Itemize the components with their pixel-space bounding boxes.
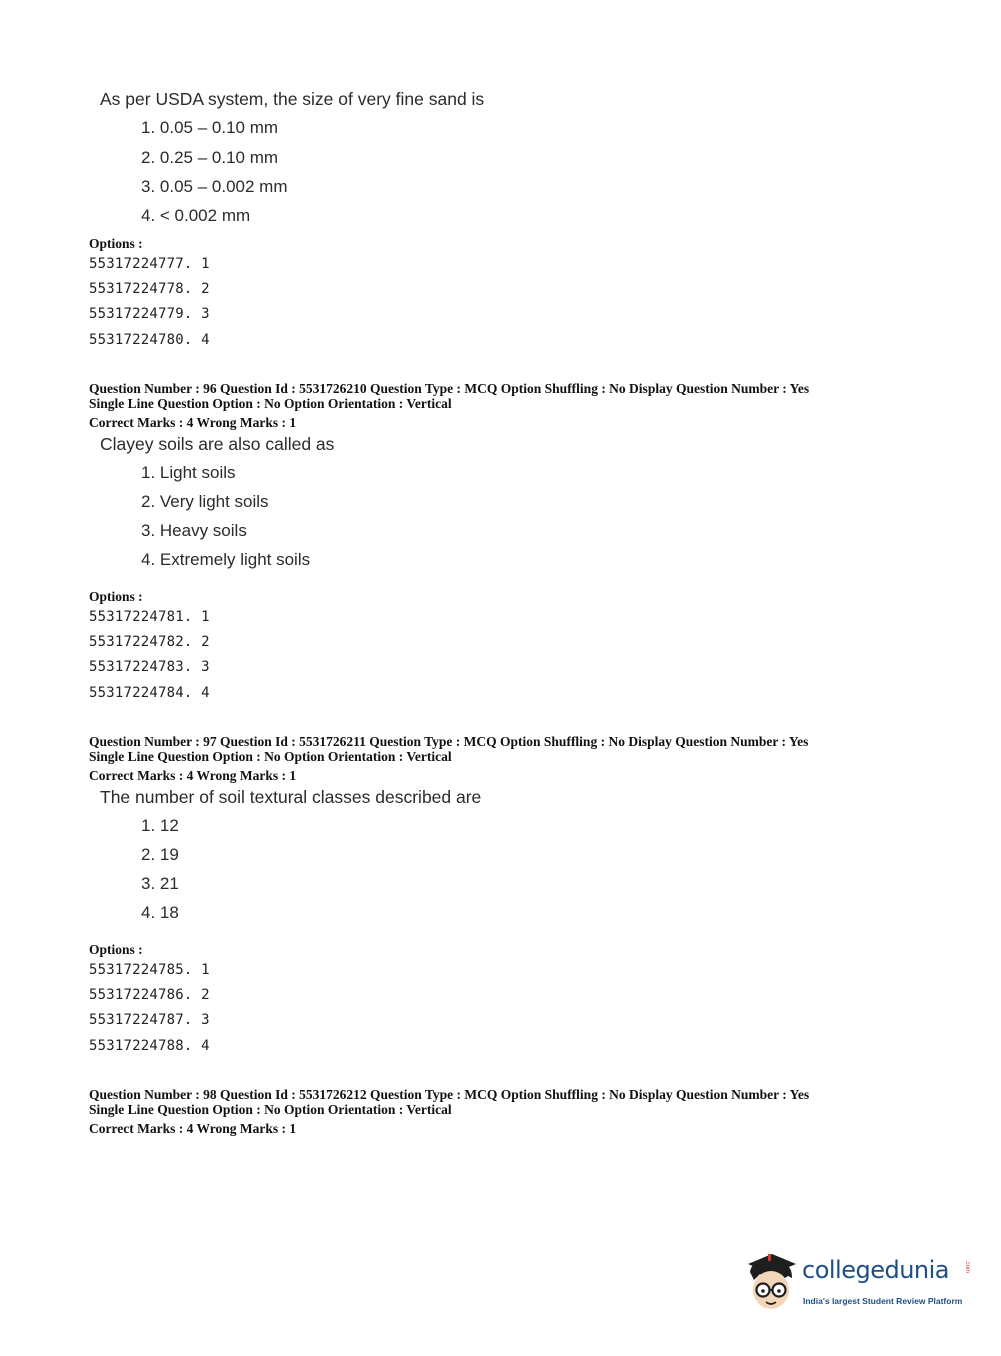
options-label: Options : xyxy=(89,236,143,251)
question-marks: Correct Marks : 4 Wrong Marks : 1 xyxy=(89,768,297,783)
option-id-row: 55317224784. 4 xyxy=(89,685,210,701)
logo-wordmark: collegedunia xyxy=(802,1256,950,1284)
answer-choice: 2. 0.25 – 0.10 mm xyxy=(141,148,279,167)
question-meta: Question Number : 98 Question Id : 5531726212 Question Type : MCQ Option Shuffling : No Display Question Number : Yes xyxy=(89,1087,810,1102)
question-meta: Question Number : 96 Question Id : 5531726210 Question Type : MCQ Option Shuffling : No Display Question Number : Yes xyxy=(89,381,810,396)
option-id-row: 55317224787. 3 xyxy=(89,1012,210,1028)
options-label: Options : xyxy=(89,589,143,604)
answer-choice: 3. 21 xyxy=(141,874,179,893)
option-id-row: 55317224780. 4 xyxy=(89,332,210,348)
option-id-row: 55317224782. 2 xyxy=(89,634,210,650)
collegedunia-logo[interactable] xyxy=(742,1250,972,1320)
question-text: The number of soil textural classes described are xyxy=(100,787,482,807)
option-id-row: 55317224777. 1 xyxy=(89,256,210,272)
option-id-row: 55317224786. 2 xyxy=(89,987,210,1003)
option-id-row: 55317224788. 4 xyxy=(89,1038,210,1054)
logo-com-suffix: .com xyxy=(964,1260,970,1274)
option-id-row: 55317224779. 3 xyxy=(89,306,210,322)
option-id-row: 55317224778. 2 xyxy=(89,281,210,297)
question-meta: Single Line Question Option : No Option Orientation : Vertical xyxy=(89,1102,452,1117)
question-text: Clayey soils are also called as xyxy=(100,434,335,454)
answer-choice: 2. 19 xyxy=(141,845,179,864)
question-text: As per USDA system, the size of very fine sand is xyxy=(100,89,485,109)
answer-choice: 4. Extremely light soils xyxy=(141,550,311,569)
answer-choice: 4. 18 xyxy=(141,903,179,922)
option-id-row: 55317224783. 3 xyxy=(89,659,210,675)
answer-choice: 2. Very light soils xyxy=(141,492,269,511)
answer-choice: 3. 0.05 – 0.002 mm xyxy=(141,177,288,196)
options-label: Options : xyxy=(89,942,143,957)
answer-choice: 1. 12 xyxy=(141,816,179,835)
mascot-icon xyxy=(742,1250,800,1316)
answer-choice: 1. 0.05 – 0.10 mm xyxy=(141,118,279,137)
logo-tagline: India's largest Student Review Platform xyxy=(803,1296,963,1306)
answer-choice: 1. Light soils xyxy=(141,463,236,482)
question-meta: Single Line Question Option : No Option Orientation : Vertical xyxy=(89,396,452,411)
option-id-row: 55317224785. 1 xyxy=(89,962,210,978)
option-id-row: 55317224781. 1 xyxy=(89,609,210,625)
question-meta: Question Number : 97 Question Id : 5531726211 Question Type : MCQ Option Shuffling : No Display Question Number : Yes xyxy=(89,734,809,749)
answer-choice: 4. < 0.002 mm xyxy=(141,206,251,225)
question-marks: Correct Marks : 4 Wrong Marks : 1 xyxy=(89,415,297,430)
answer-choice: 3. Heavy soils xyxy=(141,521,247,540)
question-marks: Correct Marks : 4 Wrong Marks : 1 xyxy=(89,1121,297,1136)
question-meta: Single Line Question Option : No Option Orientation : Vertical xyxy=(89,749,452,764)
